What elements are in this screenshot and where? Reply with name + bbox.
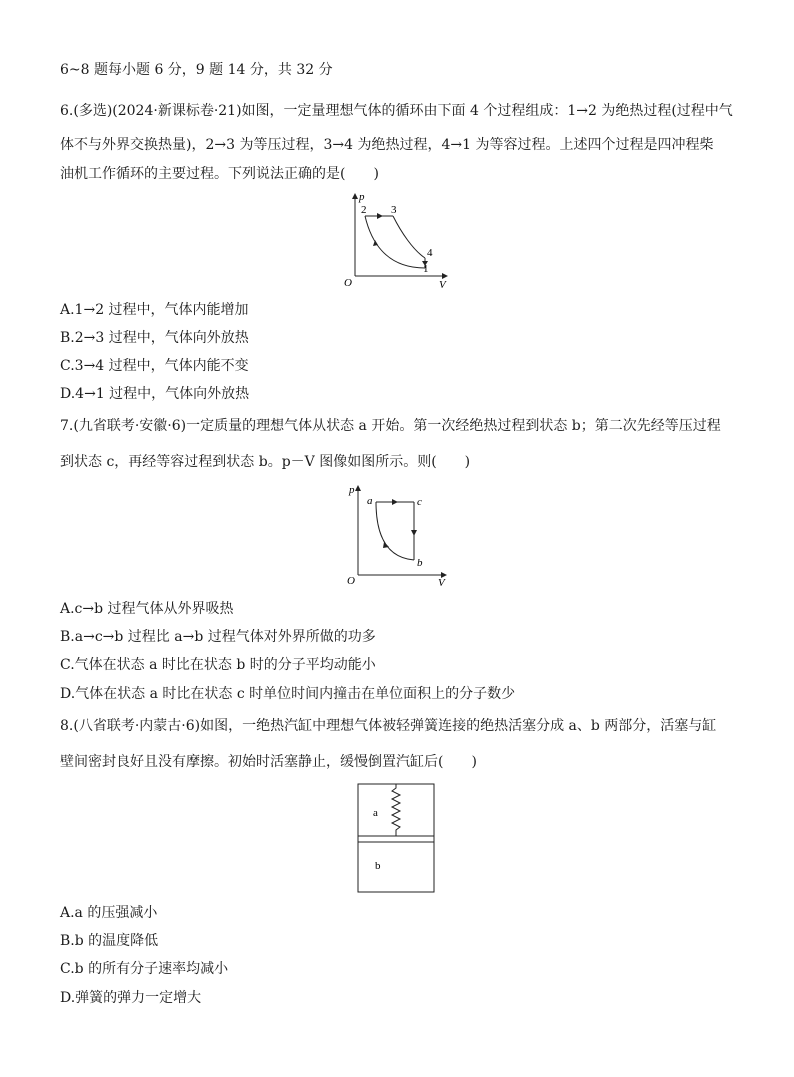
- origin-label: O: [344, 277, 352, 289]
- point-a-label: a: [367, 495, 373, 507]
- q6-stem-line2: 体不与外界交换热量)，2→3 为等压过程，3→4 为绝热过程，4→1 为等容过程。上述四个过程是四冲程柴: [60, 137, 714, 153]
- point-1-label: 1: [423, 263, 429, 275]
- region-a-label: a: [373, 807, 378, 819]
- q6-stem-line1: 6.(多选)(2024·新课标卷·21)如图，一定量理想气体的循环由下面 4 个过程组成：1→2 为绝热过程(过程中气: [60, 103, 733, 119]
- q8-option-a: A.a 的压强减小: [60, 905, 158, 921]
- q8-stem-line2: 壁间密封良好且没有摩擦。初始时活塞静止，缓慢倒置汽缸后( ): [60, 754, 477, 770]
- v-axis-label: V: [438, 577, 445, 589]
- q7-pv-diagram: [340, 478, 455, 590]
- p-axis-label: p: [349, 484, 355, 496]
- q6-option-d: D.4→1 过程中，气体向外放热: [60, 386, 250, 402]
- point-b-label: b: [417, 557, 423, 569]
- point-2-label: 2: [361, 204, 367, 216]
- origin-label: O: [347, 575, 355, 587]
- arrow-1-2: [373, 240, 378, 246]
- q6-option-a: A.1→2 过程中，气体内能增加: [60, 302, 249, 318]
- q7-option-d: D.气体在状态 a 时比在状态 c 时单位时间内撞击在单位面积上的分子数少: [60, 686, 516, 702]
- q8-option-d: D.弹簧的弹力一定增大: [60, 990, 202, 1006]
- process-3-4: [393, 216, 425, 258]
- q7-stem-line1: 7.(九省联考·安徽·6)一定质量的理想气体从状态 a 开始。第一次经绝热过程到状态 b；第二次先经等压过程: [60, 418, 721, 434]
- process-1-2: [365, 216, 425, 268]
- section-header: 6~8 题每小题 6 分，9 题 14 分，共 32 分: [60, 62, 333, 78]
- q8-option-b: B.b 的温度降低: [60, 933, 159, 949]
- p-axis-label: p: [359, 191, 365, 203]
- q6-stem-line3: 油机工作循环的主要过程。下列说法正确的是( ): [60, 166, 379, 182]
- arrow-2-3: [377, 213, 383, 219]
- q7-option-b: B.a→c→b 过程比 a→b 过程气体对外界所做的功多: [60, 629, 376, 645]
- q6-option-b: B.2→3 过程中，气体向外放热: [60, 330, 249, 346]
- q8-cylinder-diagram: [355, 781, 437, 895]
- process-a-b: [376, 502, 414, 560]
- q7-stem-line2: 到状态 c，再经等容过程到状态 b。p－V 图像如图所示。则( ): [60, 454, 471, 470]
- q7-option-a: A.c→b 过程气体从外界吸热: [60, 601, 234, 617]
- v-axis-label: V: [439, 279, 446, 291]
- q6-option-c: C.3→4 过程中，气体内能不变: [60, 358, 249, 374]
- q7-option-c: C.气体在状态 a 时比在状态 b 时的分子平均动能小: [60, 657, 376, 673]
- q8-stem-line1: 8.(八省联考·内蒙古·6)如图，一绝热汽缸中理想气体被轻弹簧连接的绝热活塞分成 a、b 两部分，活塞与缸: [60, 718, 717, 734]
- q8-option-c: C.b 的所有分子速率均减小: [60, 961, 229, 977]
- arrow-c-b: [411, 530, 417, 536]
- point-4-label: 4: [427, 247, 433, 259]
- arrow-a-b: [383, 542, 389, 548]
- region-b-label: b: [375, 860, 381, 872]
- point-c-label: c: [417, 496, 422, 508]
- q6-pv-diagram: [335, 188, 455, 293]
- arrow-a-c: [392, 499, 398, 505]
- cylinder: [358, 784, 434, 892]
- point-3-label: 3: [391, 204, 397, 216]
